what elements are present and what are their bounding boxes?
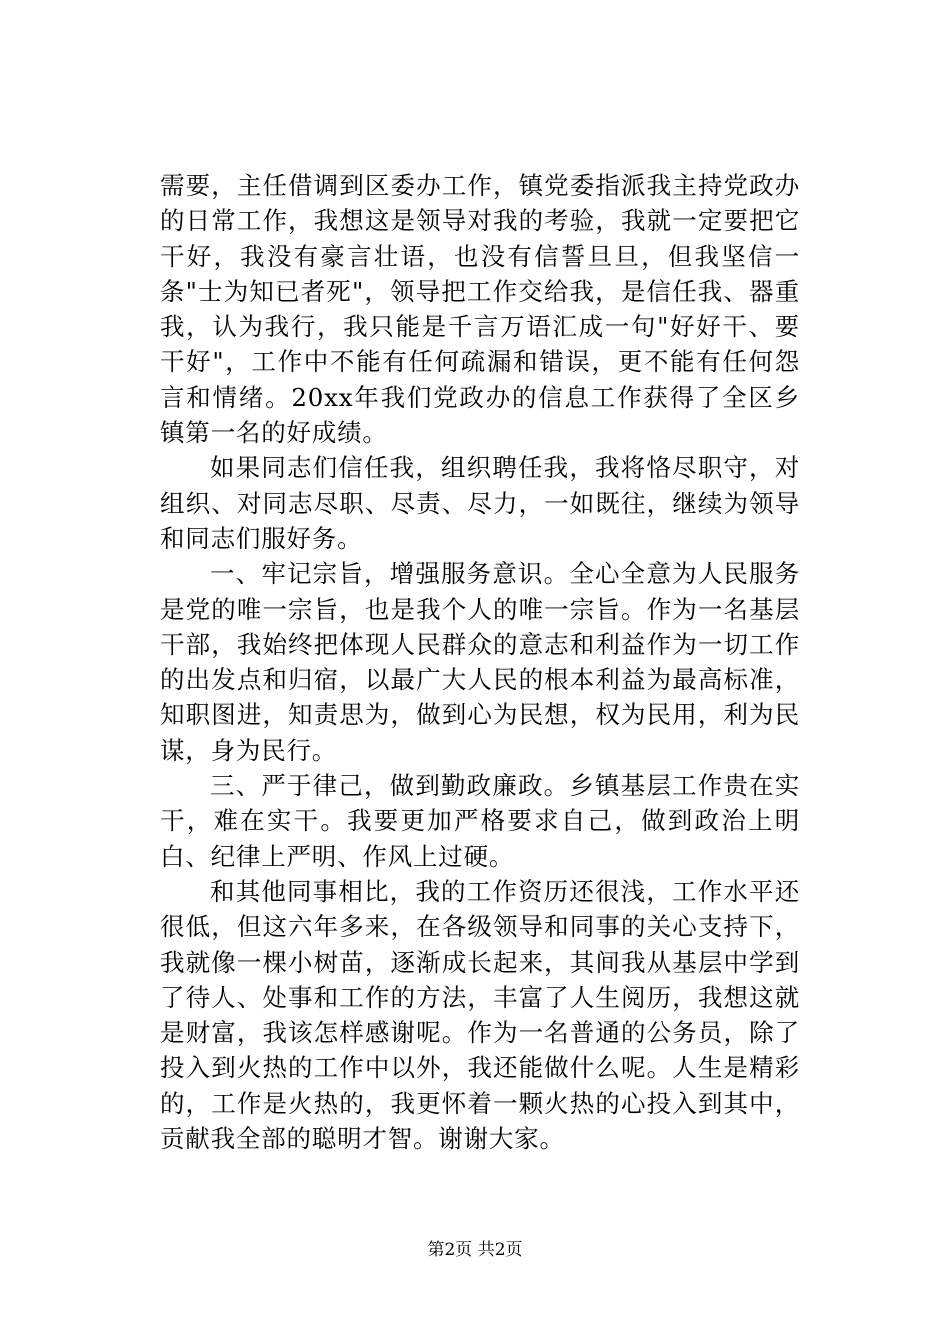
document-body xyxy=(160,168,800,1156)
page-footer: 第2页 共2页 xyxy=(427,1240,523,1260)
paragraph-continuation: 需要，主任借调到区委办工作，镇党委指派我主持党政办的日常工作，我想这是领导对我的考验，我就一定要把它干好，我没有豪言壮语，也没有信誓旦旦，但我坚信一条"士为知已者死"，领导把工作交给我，是信任我、器重我，认为我行，我只能是千言万语汇成一句"好好干、要干好"，工作中不能有任何疏漏和错误，更不能有任何怨言和情绪。20xx年我们党政办的信息工作获得了全区乡镇第一名的好成绩。 xyxy=(160,171,800,448)
paragraph-point-one: 一、牢记宗旨，增强服务意识。全心全意为人民服务是党的唯一宗旨，也是我个人的唯一宗旨。作为一名基层干部，我始终把体现人民群众的意志和利益作为一切工作的出发点和归宿，以最广大人民的根本利益为最高标准，知职图进，知责思为，做到心为民想，权为民用，利为民谋，身为民行。 xyxy=(160,559,800,765)
paragraph-closing: 和其他同事相比，我的工作资历还很浅，工作水平还很低，但这六年多来，在各级领导和同事的关心支持下，我就像一棵小树苗，逐渐成长起来，其间我从基层中学到了待人、处事和工作的方法，丰富了人生阅历，我想这就是财富，我该怎样感谢呢。作为一名普通的公务员，除了投入到火热的工作中以外，我还能做什么呢。人生是精彩的，工作是火热的，我更怀着一颗火热的心投入到其中，贡献我全部的聪明才智。谢谢大家。 xyxy=(160,876,800,1154)
paragraph-commitment: 如果同志们信任我，组织聘任我，我将恪尽职守，对组织、对同志尽职、尽责、尽力，一如既往，继续为领导和同志们服好务。 xyxy=(160,453,800,553)
paragraph-point-three: 三、严于律己，做到勤政廉政。乡镇基层工作贵在实干，难在实干。我要更加严格要求自己，做到政治上明白、纪律上严明、作风上过硬。 xyxy=(160,771,800,871)
